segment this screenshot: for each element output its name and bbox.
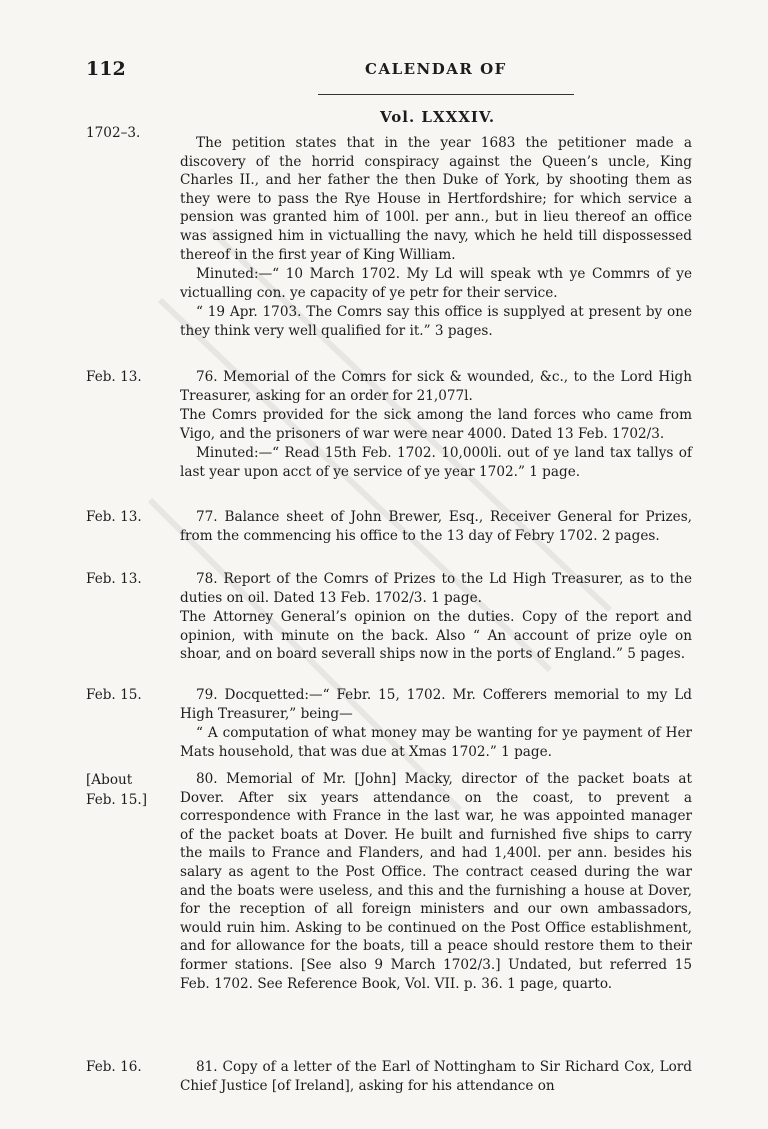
volume-heading: Vol. LXXXIV. <box>380 108 496 126</box>
entry <box>180 770 692 993</box>
entry-date: [About Feb. 15.] <box>86 772 147 808</box>
page-header <box>0 58 768 88</box>
entry-date: Feb. 13. <box>86 571 142 587</box>
entry-paragraph: “ A computation of what money may be wanting for ye payment of Her Mats household, that was due at Xmas 1702.” 1 page. <box>180 725 692 760</box>
entry-paragraph: “ 19 Apr. 1703. The Comrs say this office is supplyed at present by one they think very well qualified for it.” 3 pages. <box>180 304 692 339</box>
entry <box>180 508 692 545</box>
entry-paragraph: The Comrs provided for the sick among the land forces who came from Vigo, and the prisoners of war were near 4000. Dated 13 Feb. 1702/3. <box>180 407 692 442</box>
running-title: CALENDAR OF <box>365 60 507 78</box>
entry-paragraph: 80. Memorial of Mr. [John] Macky, director of the packet boats at Dover. After six years attendance on the coast, to prevent a correspondence with France in the last war, he was appointed manager of the packet boats at Dover. He built and furnished five ships to carry the mails to France and Flanders, and had 1,400l. per ann. besides his salary as agent to the Post Office. The contract ceased during the war and the boats were useless, and this and the furnishing a house at Dover, for the reception of all foreign ministers and our own ambassadors, would ruin him. Asking to be continued on the Post Office establishment, and for allowance for the boats, till a peace should restore them to their former stations. [See also 9 March 1702/3.] Undated, but referred 15 Feb. 1702. See Reference Book, Vol. VII. p. 36. 1 page, quarto. <box>180 771 692 992</box>
entry-paragraph: The petition states that in the year 1683 the petitioner made a discovery of the horrid conspiracy against the Queen’s uncle, King Charles II., and her father the then Duke of York, by shooting them as they were to pass the Rye House in Hertfordshire; for which service a pension was granted him of 100l. per ann., but in lieu thereof an office was assigned him in victualling the navy, which he held till dispossessed thereof in the first year of King William. <box>180 135 692 263</box>
entry-paragraph: Minuted:—“ Read 15th Feb. 1702. 10,000li. out of ye land tax tallys of last year upon acct of ye service of ye year 1702.” 1 page. <box>180 445 692 480</box>
entry-date: Feb. 13. <box>86 369 142 385</box>
entry-paragraph: Minuted:—“ 10 March 1702. My Ld will speak wth ye Commrs of ye victualling con. ye capacity of ye petr for their service. <box>180 266 692 301</box>
entry-paragraph: 76. Memorial of the Comrs for sick & wounded, &c., to the Lord High Treasurer, asking for an order for 21,077l. <box>180 369 692 404</box>
entry <box>180 686 692 761</box>
header-rule <box>318 94 574 95</box>
page-number: 112 <box>86 58 126 80</box>
entry-paragraph: 81. Copy of a letter of the Earl of Nottingham to Sir Richard Cox, Lord Chief Justice [of Ireland], asking for his attendance on <box>180 1059 692 1094</box>
entry-paragraph: 77. Balance sheet of John Brewer, Esq., Receiver General for Prizes, from the commencing his office to the 13 day of Febry 1702. 2 pages. <box>180 509 692 544</box>
entry-date: 1702–3. <box>86 125 141 141</box>
entry <box>180 368 692 482</box>
entry-date: Feb. 15. <box>86 687 142 703</box>
entry <box>180 570 692 664</box>
entry-date: Feb. 13. <box>86 509 142 525</box>
entry-paragraph: The Attorney General’s opinion on the duties. Copy of the report and opinion, with minute on the back. Also “ An account of prize oyle on shoar, and on board severall ships now in the ports of England.” 5 pages. <box>180 609 692 663</box>
entry-date: Feb. 16. <box>86 1059 142 1075</box>
entry-paragraph: 79. Docquetted:—“ Febr. 15, 1702. Mr. Cofferers memorial to my Ld High Treasurer,” being— <box>180 687 692 722</box>
entry-paragraph: 78. Report of the Comrs of Prizes to the Ld High Treasurer, as to the duties on oil. Dated 13 Feb. 1702/3. 1 page. <box>180 571 692 606</box>
entry <box>180 134 692 341</box>
entry <box>180 1058 692 1095</box>
